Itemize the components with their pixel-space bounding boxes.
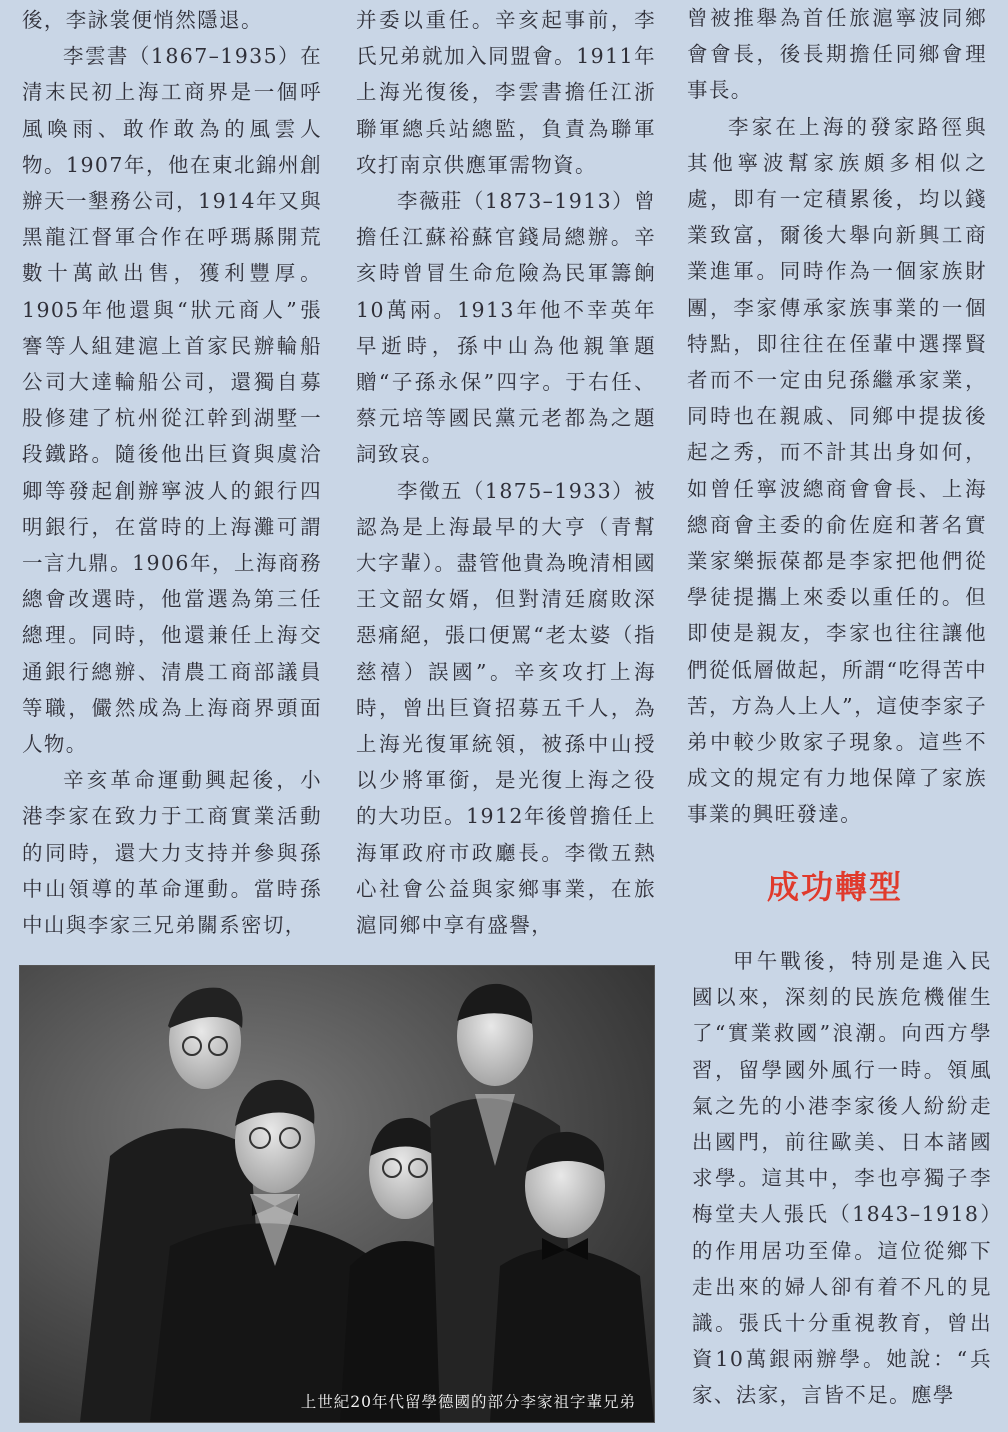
paragraph: 李家在上海的發家路徑與其他寧波幫家族頗多相似之處，即有一定積累後，均以錢業致富，爾後大舉向新興工商業進軍。同時作為一個家族財團，李家傳承家族事業的一個特點，即往往在侄輩中選擇賢者而不一定由兒孫繼承家業，同時也在親戚、同鄉中提拔後起之秀，而不計其出身如何，如曾任寧波總商會會長、上海總商會主委的俞佐庭和著名實業家樂振葆都是李家把他們從學徒提攜上來委以重任的。但即使是親友，李家也往往讓他們從低層做起，所謂“吃得苦中苦，方為人上人”，這使李家子弟中較少敗家子現象。這些不成文的規定有力地保障了家族事業的興旺發達。: [687, 114, 987, 827]
paragraph: 辛亥革命運動興起後，小港李家在致力于工商實業活動的同時，還大力支持并參與孫中山領導的革命運動。當時孫中山與李家三兄弟關系密切，: [22, 768, 322, 938]
text-column-3-lower: [692, 943, 992, 1414]
paragraph: 李薇莊（1873–1913）曾擔任江蘇裕蘇官錢局總辦。辛亥時曾冒生命危險為民軍籌餉10萬兩。1913年他不幸英年早逝時，孫中山為他親筆題贈“子孫永保”四字。于右任、蔡元培等國民黨元老都為之題詞致哀。: [356, 189, 656, 467]
paragraph: 曾被推舉為首任旅滬寧波同鄉會會長，後長期擔任同鄉會理事長。: [687, 6, 987, 103]
paragraph: 後，李詠裳便悄然隱退。: [22, 8, 263, 32]
paragraph: 李雲書（1867–1935）在清末民初上海工商界是一個呼風喚雨、敢作敢為的風雲人物。1907年，他在東北錦州創辦天一墾務公司，1914年又與黑龍江督軍合作在呼瑪縣開荒數十萬畝出售，獲利豐厚。1905年他還與“狀元商人”張謇等人組建滬上首家民辦輪船公司大達輪船公司，還獨自募股修建了杭州從江幹到湖墅一段鐵路。隨後他出巨資與虞洽卿等發起創辦寧波人的銀行四明銀行，在當時的上海灘可謂一言九鼎。1906年，上海商務總會改選時，他當選為第三任總理。同時，他還兼任上海交通銀行總辦、清農工商部議員等職，儼然成為上海商界頭面人物。: [22, 44, 322, 757]
text-column-3: [687, 0, 987, 833]
text-column-1: [22, 2, 322, 943]
text-column-2: [356, 2, 656, 943]
paragraph: 甲午戰後，特別是進入民國以來，深刻的民族危機催生了“實業救國”浪潮。向西方學習，留學國外風行一時。領風氣之先的小港李家後人紛紛走出國門，前往歐美、日本諸國求學。這其中，李也亭獨子李梅堂夫人張氏（1843–1918）的作用居功至偉。這位從鄉下走出來的婦人卻有着不凡的見識。張氏十分重視教育，曾出資10萬銀兩辦學。她說：“兵家、法家，言皆不足。應學: [692, 949, 992, 1408]
section-heading: 成功轉型: [766, 868, 903, 906]
paragraph: 并委以重任。辛亥起事前，李氏兄弟就加入同盟會。1911年上海光復後，李雲書擔任江浙聯軍總兵站總監，負責為聯軍攻打南京供應軍需物資。: [356, 8, 656, 177]
photo-illustration: [20, 966, 654, 1422]
photo-caption: 上世紀20年代留學德國的部分李家祖字輩兄弟: [300, 1393, 636, 1411]
paragraph: 李徵五（1875–1933）被認為是上海最早的大亨（青幫大字輩）。盡管他貴為晚清相國王文韶女婿，但對清廷腐敗深惡痛絕，張口便罵“老太婆（指慈禧）誤國”。辛亥攻打上海時，曾出巨資招募五千人，為上海光復軍統領，被孫中山授以少將軍銜，是光復上海之役的大功臣。1912年後曾擔任上海軍政府市政廳長。李徵五熱心社會公益與家鄉事業，在旅滬同鄉中享有盛譽，: [356, 478, 656, 938]
historical-group-photo: [20, 966, 654, 1422]
